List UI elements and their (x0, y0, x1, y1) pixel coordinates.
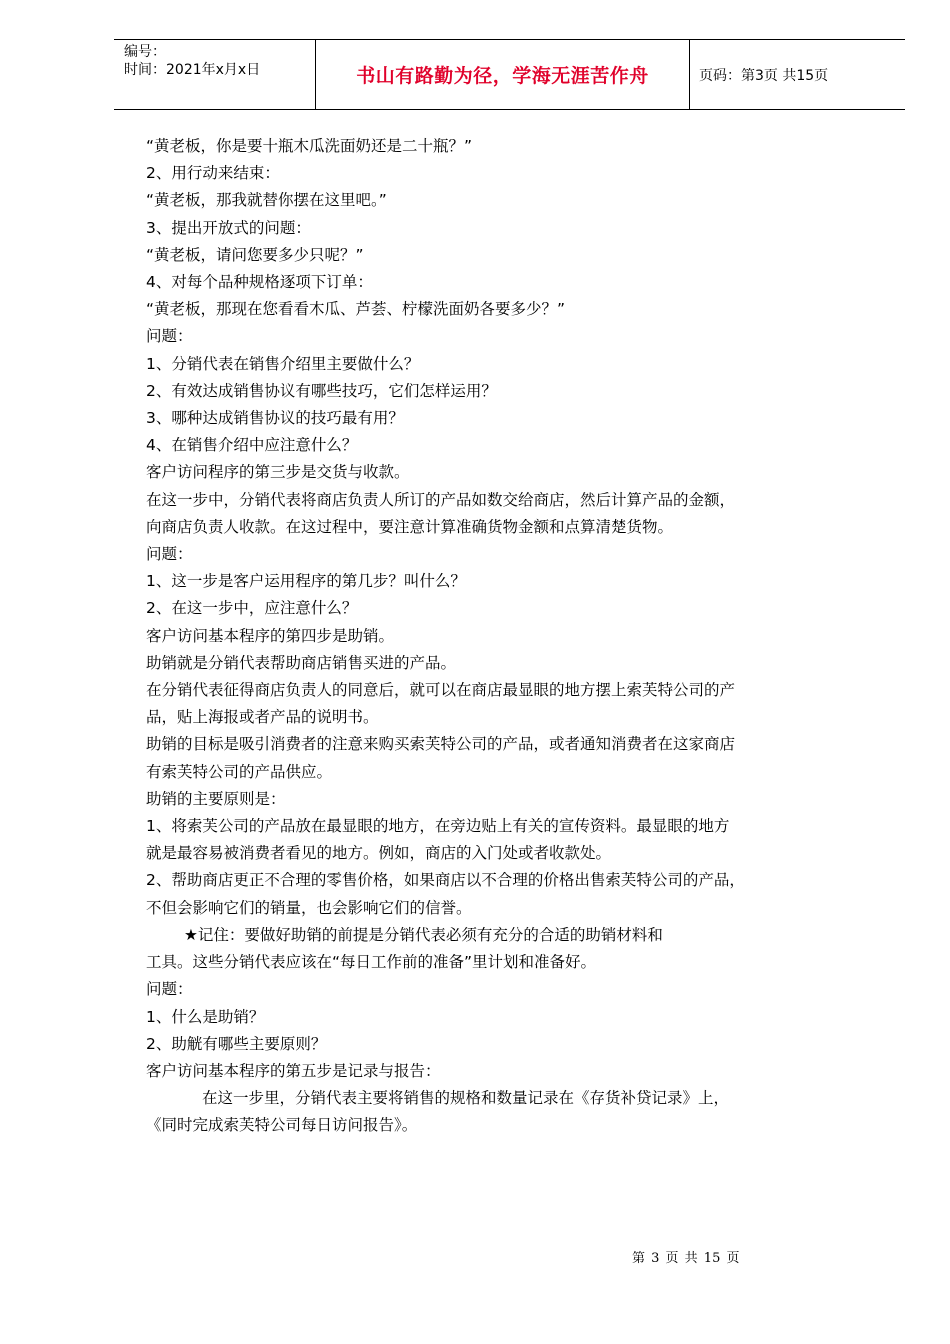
text-line: “黄老板，你是要十瓶木瓜洗面奶还是二十瓶？” (146, 137, 473, 155)
number-label: 编号： (124, 44, 166, 60)
text-line: 2、助觥有哪些主要原则？ (146, 1034, 327, 1053)
text-line: 问题： (146, 545, 193, 564)
text-line: 不但会影响它们的销量，也会影响它们的信誉。 (146, 898, 472, 917)
text-line: 1、分销代表在销售介绍里主要做什么？ (146, 354, 420, 373)
text-line: 客户访问基本程序的第五步是记录与报告： (146, 1061, 441, 1080)
document-body (146, 133, 876, 1140)
text-line: 问题： (146, 327, 193, 346)
text-line: “黄老板，那我就替你摆在这里吧。” (146, 191, 387, 210)
text-line: 助销的目标是吸引消费者的注意来购买索芙特公司的产品，或者通知消费者在这家商店 (146, 735, 736, 754)
text-line: “黄老板，那现在您看看木瓜、芦荟、柠檬洗面奶各要多少？” (146, 300, 566, 319)
motto-text: 书山有路勤为径，学海无涯苦作舟 (356, 65, 649, 87)
text-line: 向商店负责人收款。在这过程中，要注意计算准确货物金额和点算清楚货物。 (146, 517, 674, 536)
text-line: 3、哪种达成销售协议的技巧最有用？ (146, 409, 404, 428)
header-page-cell (690, 40, 905, 109)
text-line: 客户访问程序的第三步是交货与收款。 (146, 463, 410, 482)
text-line: 4、在销售介绍中应注意什么？ (146, 436, 358, 455)
text-line: 有索芙特公司的产品供应。 (146, 762, 333, 781)
text-line: “黄老板，请问您要多少只呢？” (146, 245, 364, 264)
text-line: 1、将索芙公司的产品放在最显眼的地方，在旁边贴上有关的宣传资料。最显眼的地方 (146, 817, 730, 836)
text-line: 2、帮助商店更正不合理的零售价格，如果商店以不合理的价格出售索芙特公司的产品， (146, 871, 745, 890)
text-line: 助销就是分销代表帮助商店销售买进的产品。 (146, 653, 457, 672)
text-line: 3、提出开放式的问题： (146, 218, 311, 237)
text-line: 2、在这一步中，应注意什么？ (146, 599, 358, 618)
text-line: 1、什么是助销？ (146, 1007, 265, 1026)
header-meta-cell (114, 40, 315, 109)
note-line: ★记住：要做好助销的前提是分销代表必须有充分的合适的助销材料和 (184, 925, 663, 944)
text-line: 2、用行动来结束： (146, 164, 280, 183)
page-info: 页码：第3页 共15页 (699, 67, 829, 84)
text-line: 在分销代表征得商店负责人的同意后，就可以在商店最显眼的地方摆上索芙特公司的产 (146, 681, 736, 700)
text-line: 在这一步里，分销代表主要将销售的规格和数量记录在《存货补贷记录》上， (202, 1089, 730, 1108)
page-header (114, 39, 905, 110)
text-line: 就是最容易被消费者看见的地方。例如，商店的入门处或者收款处。 (146, 844, 612, 863)
text-line: 1、这一步是客户运用程序的第几步？叫什么？ (146, 572, 466, 591)
text-line: 《同时完成索芙特公司每日访问报告》。 (146, 1116, 418, 1135)
page-footer: 第 3 页 共 15 页 (632, 1251, 740, 1266)
text-line: 品，贴上海报或者产品的说明书。 (146, 708, 379, 727)
text-line: 工具。这些分销代表应该在“每日工作前的准备”里计划和准备好。 (146, 953, 597, 972)
text-line: 客户访问基本程序的第四步是助销。 (146, 626, 395, 645)
text-line: 问题： (146, 980, 193, 999)
text-line: 2、有效达成销售协议有哪些技巧，它们怎样运用？ (146, 381, 497, 400)
text-line: 助销的主要原则是： (146, 789, 286, 808)
text-line: 在这一步中，分销代表将商店负责人所订的产品如数交给商店，然后计算产品的金额， (146, 490, 736, 509)
time-label: 时间：2021年x月x日 (124, 62, 261, 78)
header-motto-cell (315, 40, 690, 109)
text-line: 4、对每个品种规格逐项下订单： (146, 273, 373, 292)
